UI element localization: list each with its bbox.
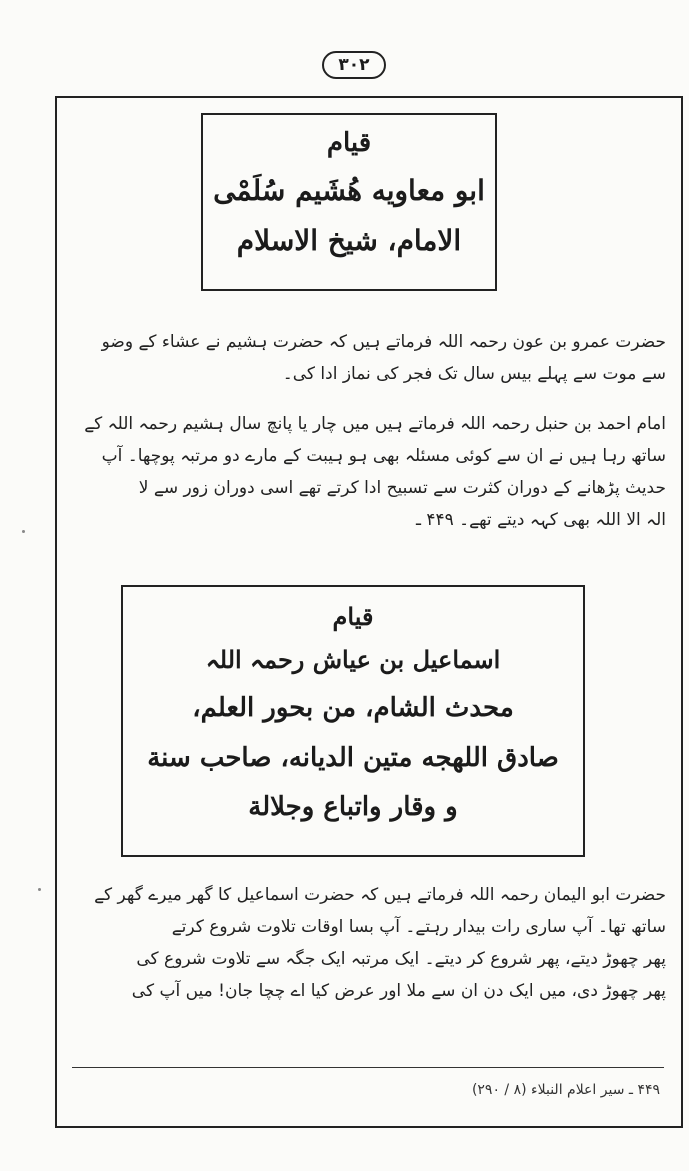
paragraph-3 (66, 879, 666, 1007)
scan-speck (38, 888, 41, 891)
section-person-name: اسماعیل بن عیاش رحمہ اللہ (205, 645, 501, 674)
section-person-name: ابو معاویه هُشَیم سُلَمْی (213, 174, 485, 207)
section-person-titles: الامام، شیخ الاسلام (236, 224, 462, 257)
section-person-title-3: و وقار واتباع وجلالة (248, 792, 458, 822)
text-line: حدیث پڑھانے کے دوران کثرت سے تسبیح ادا کرتے تھے اسی دوران زور سے لا (138, 478, 666, 498)
section-person-title-2: صادق اللهجه متين الديانه، صاحب سنة (147, 743, 559, 773)
section-heading-box-2 (121, 585, 585, 857)
footnote: ۴۴۹ ـ سیر اعلام النبلاء (۸ / ۲۹۰) (471, 1082, 660, 1098)
text-line: ساتھ تھا۔ آپ ساری رات بیدار رہتے۔ آپ بسا اوقات تلاوت شروع کرتے (171, 917, 666, 937)
paragraph-2 (66, 408, 666, 536)
section-heading-label: قیام (326, 128, 372, 158)
scan-speck (22, 530, 25, 533)
section-heading-label: قیام (332, 602, 374, 631)
text-line: سے موت سے پہلے بیس سال تک فجر کی نماز ادا کی۔ (282, 364, 666, 384)
text-line: پھر چھوڑ دیتے، پھر شروع کر دیتے۔ ایک مرتبہ ایک جگہ سے تلاوت شروع کی (136, 949, 666, 969)
page-number: ۳۰۲ (322, 51, 386, 79)
section-person-title-1: محدث الشام، من بحور العلم، (192, 693, 514, 723)
footnote-divider (72, 1067, 664, 1068)
paragraph-1 (66, 326, 666, 390)
section-heading-box-1 (201, 113, 497, 291)
text-line: الہ الا اللہ بھی کہہ دیتے تھے۔ ۴۴۹ ـ (415, 510, 666, 530)
text-line: پھر چھوڑ دی، میں ایک دن ان سے ملا اور عرض کیا اے چچا جان! میں آپ کی (131, 981, 666, 1001)
text-line: حضرت عمرو بن عون رحمہ اللہ فرماتے ہیں کہ حضرت ہشیم نے عشاء کے وضو (101, 332, 666, 352)
text-line: ساتھ رہا ہیں نے ان سے کوئی مسئلہ بھی ہو ہیبت کے مارے دو مرتبہ پوچھا۔ آپ (101, 446, 666, 466)
text-line: امام احمد بن حنبل رحمہ اللہ فرماتے ہیں میں چار یا پانچ سال ہشیم رحمہ اللہ کے (84, 414, 666, 434)
text-line: حضرت ابو الیمان رحمہ اللہ فرماتے ہیں کہ حضرت اسماعیل کا گھر میرے گھر کے (94, 885, 666, 905)
